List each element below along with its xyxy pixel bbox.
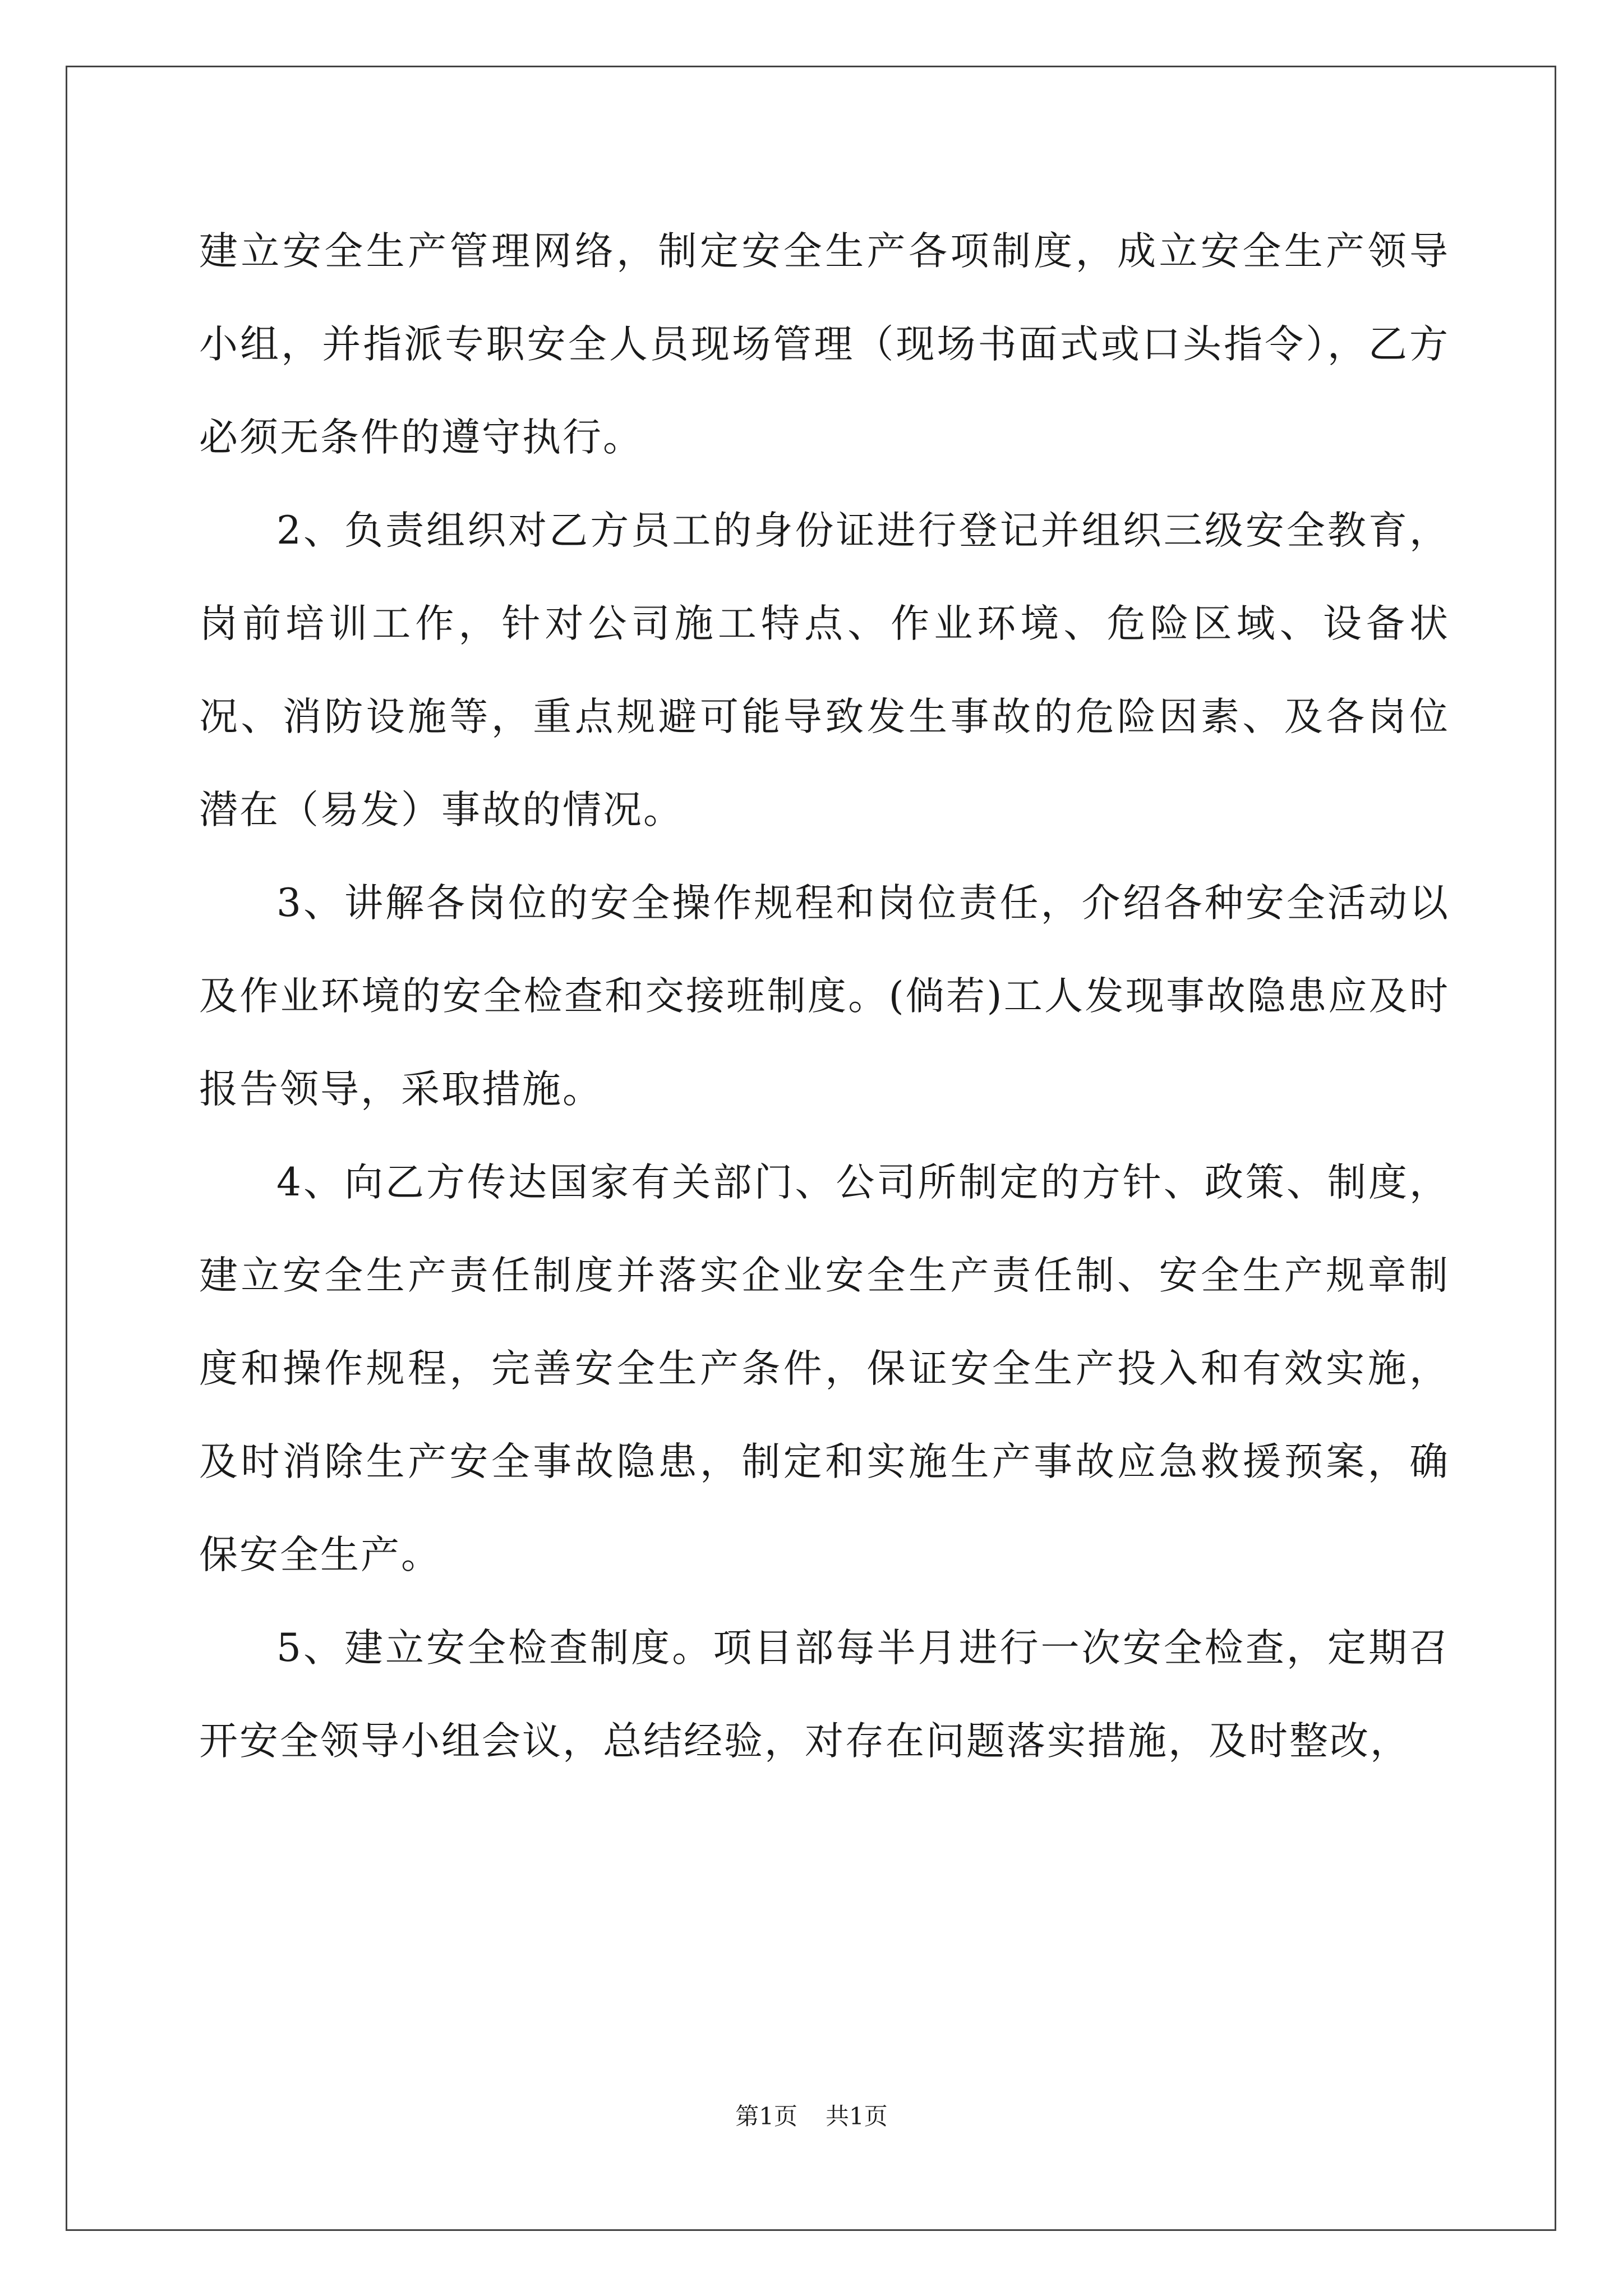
page-footer (0, 2098, 1623, 2132)
paragraph-item-2: 2、负责组织对乙方员工的身份证进行登记并组织三级安全教育，岗前培训工作，针对公司施工特点、作业环境、危险区域、设备状况、消防设施等，重点规避可能导致发生事故的危险因素、及各岗位潜在（易发）事故的情况。 (199, 508, 1450, 832)
paragraph-item-5: 5、建立安全检查制度。项目部每半月进行一次安全检查，定期召开安全领导小组会议，总结经验，对存在问题落实措施，及时整改， (199, 1626, 1450, 1764)
document-body (199, 205, 1450, 1788)
paragraph-item-4: 4、向乙方传达国家有关部门、公司所制定的方针、政策、制度，建立安全生产责任制度并落实企业安全生产责任制、安全生产规章制度和操作规程，完善安全生产条件，保证安全生产投入和有效实施，及时消除生产安全事故隐患，制定和实施生产事故应急救援预案，确保安全生产。 (199, 1160, 1450, 1577)
page-total: 共1页 (826, 2102, 888, 2130)
paragraph-item-3: 3、讲解各岗位的安全操作规程和岗位责任，介绍各种安全活动以及作业环境的安全检查和交接班制度。(倘若)工人发现事故隐患应及时报告领导，采取措施。 (199, 881, 1450, 1112)
page-number: 第1页 (735, 2102, 797, 2130)
paragraph-continuation: 建立安全生产管理网络，制定安全生产各项制度，成立安全生产领导小组，并指派专职安全人员现场管理（现场书面式或口头指令），乙方必须无条件的遵守执行。 (199, 229, 1450, 460)
